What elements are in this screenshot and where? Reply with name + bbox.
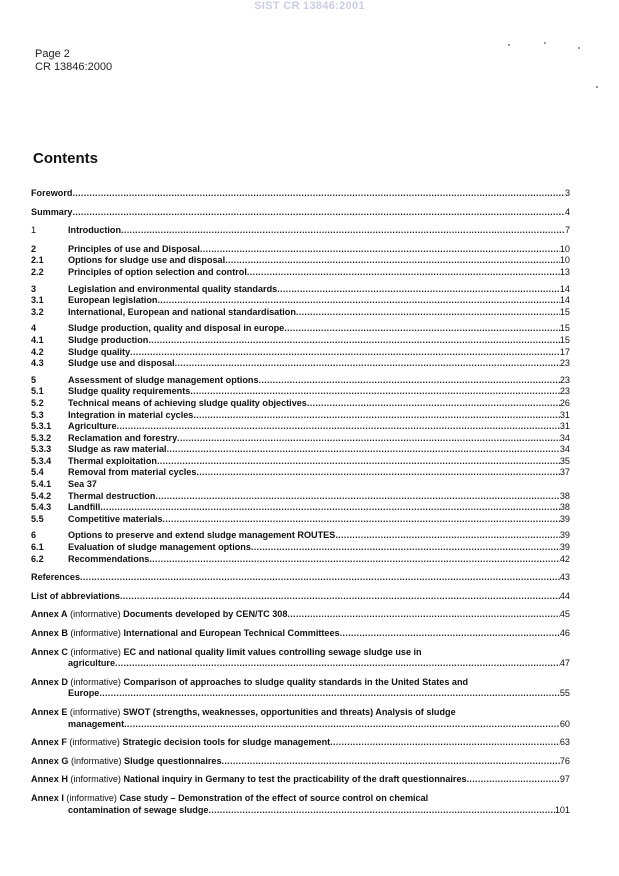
toc-entry-text: Thermal destruction <box>68 490 156 501</box>
document-id: CR 13846:2000 <box>35 61 113 73</box>
toc-entry-page: 17 <box>559 346 570 357</box>
toc-entry-page: 39 <box>559 542 570 553</box>
toc-entry-2[interactable] <box>31 244 570 256</box>
toc-entry-text: Options to preserve and extend sludge management ROUTES <box>68 530 336 541</box>
toc-entry-number: 4.1 <box>31 334 44 345</box>
toc-entry-number: 2.1 <box>31 255 44 266</box>
annex-label: Annex F <box>31 737 67 748</box>
annex-label: Annex D <box>31 676 68 687</box>
toc-entry-text: Recommendations <box>68 553 150 564</box>
toc-entry-number: 5.4.3 <box>31 502 52 513</box>
toc-entry-page: 13 <box>559 266 570 277</box>
toc-entry-number: 3.2 <box>31 306 44 317</box>
toc-entry-text: Landfill <box>68 502 101 513</box>
toc-entry-annex-g[interactable] <box>31 756 570 768</box>
toc-entry-page: 45 <box>559 609 570 620</box>
toc-entry-number: 3 <box>31 283 37 294</box>
toc-entry-page: 14 <box>559 295 570 306</box>
toc-entry-annex-c[interactable] <box>31 647 570 659</box>
toc-entry-page: 97 <box>559 774 570 785</box>
toc-entry-page: 37 <box>559 467 570 478</box>
toc-entry-annex-b[interactable] <box>31 628 570 640</box>
toc-entry-annex-i[interactable] <box>31 793 570 805</box>
toc-entry-4-3[interactable] <box>31 358 570 370</box>
toc-entry-1[interactable] <box>31 225 570 237</box>
toc-entry-number: 5.3 <box>31 409 44 420</box>
toc-entry-number: 4 <box>31 323 37 334</box>
toc-entry-page: 23 <box>559 386 570 397</box>
toc-entry-page: 3 <box>564 188 570 198</box>
toc-entry-text: Removal from material cycles <box>68 467 197 478</box>
toc-entry-text: Reclamation and forestry <box>68 432 178 443</box>
toc-entry-6-2[interactable] <box>31 554 570 566</box>
annex-label: Annex A <box>31 609 68 620</box>
toc-entry-page: 101 <box>554 804 570 815</box>
toc-entry-number: 6.2 <box>31 553 44 564</box>
annex-informative: (informative) <box>66 792 117 803</box>
toc-entry-number: 5.3.4 <box>31 455 52 466</box>
toc-entry-5-3-4[interactable] <box>31 456 570 468</box>
toc-entry-text: Case study – Demonstration of the effect of source control on chemical <box>119 792 429 803</box>
toc-entry-number: 2 <box>31 243 37 254</box>
toc-entry-text: International, European and national standardisation <box>68 306 296 317</box>
toc-entry-text: Options for sludge use and disposal <box>68 255 226 266</box>
toc-entry-text: Principles of use and Disposal <box>68 243 200 254</box>
toc-entry-text: International and European Technical Committees <box>123 628 340 638</box>
toc-entry-abbreviations[interactable] <box>31 591 570 603</box>
annex-informative: (informative) <box>69 737 120 748</box>
watermark: SIST CR 13846:2001 <box>254 0 365 12</box>
annex-label: Annex E <box>31 706 68 717</box>
toc-entry-text: Integration in material cycles <box>68 409 194 420</box>
toc-entry-text: Sea 37 <box>68 479 97 490</box>
toc-entry-4-1[interactable] <box>31 335 570 347</box>
toc-entry-annex-e[interactable] <box>31 707 570 719</box>
annex-label: Annex B <box>31 628 68 638</box>
toc-entry-page: 31 <box>559 409 570 420</box>
toc-entry-number: 5.3.1 <box>31 421 52 432</box>
toc-entry-page: 34 <box>559 432 570 443</box>
toc-entry-2-1[interactable] <box>31 255 570 267</box>
toc-entry-text: Principles of option selection and control <box>68 266 247 277</box>
annex-informative: (informative) <box>70 774 121 785</box>
toc-entry-number: 6.1 <box>31 542 44 553</box>
toc-entry-text: List of abbreviations <box>31 590 120 601</box>
toc-entry-page: 26 <box>559 397 570 408</box>
toc-entry-summary[interactable] <box>31 207 570 219</box>
toc-entry-text: Documents developed by CEN/TC 308 <box>123 609 288 620</box>
toc-entry-page: 31 <box>559 421 570 432</box>
toc-entry-text-continued: Europe <box>68 688 100 699</box>
toc-entry-3[interactable] <box>31 284 570 296</box>
toc-entry-text-continued: management <box>68 718 125 729</box>
toc-entry-5-3-3[interactable] <box>31 444 570 456</box>
toc-entry-5[interactable] <box>31 375 570 387</box>
toc-entry-number: 4.3 <box>31 358 44 369</box>
toc-entry-foreword[interactable] <box>31 188 570 200</box>
toc-entry-page: 47 <box>559 658 570 669</box>
toc-entry-annex-i-continued[interactable] <box>31 805 570 817</box>
toc-entry-number: 5.3.3 <box>31 444 52 455</box>
toc-entry-5-2[interactable] <box>31 398 570 410</box>
toc-entry-number: 5 <box>31 374 37 385</box>
toc-entry-page: 15 <box>559 334 570 345</box>
toc-entry-text: Evaluation of sludge management options <box>68 542 251 553</box>
toc-entry-text: Legislation and environmental quality standards <box>68 283 278 294</box>
toc-entry-text: Sludge questionnaires <box>124 755 222 766</box>
annex-label: Annex I <box>31 792 64 803</box>
toc-entry-annex-d[interactable] <box>31 677 570 689</box>
annex-informative: (informative) <box>70 676 121 687</box>
toc-entry-page: 39 <box>559 513 570 524</box>
toc-entry-6[interactable] <box>31 530 570 542</box>
toc-entry-annex-a[interactable] <box>31 609 570 621</box>
toc-entry-number: 4.2 <box>31 346 44 357</box>
toc-entry-text: Agriculture <box>68 421 117 432</box>
toc-entry-text-continued: agriculture <box>68 658 115 669</box>
toc-entry-3-2[interactable] <box>31 307 570 319</box>
toc-entry-4-2[interactable] <box>31 347 570 359</box>
annex-informative: (informative) <box>70 609 121 620</box>
toc-entry-5-3-1[interactable] <box>31 421 570 433</box>
toc-entry-page: 60 <box>559 718 570 729</box>
toc-entry-annex-f[interactable] <box>31 737 570 749</box>
toc-entry-5-3-2[interactable] <box>31 433 570 445</box>
page-title: Contents <box>33 150 98 167</box>
toc-entry-text: Competitive materials <box>68 513 163 524</box>
toc-entry-text: SWOT (strengths, weaknesses, opportunities and threats) Analysis of sludge <box>122 706 456 717</box>
toc-entry-page: 44 <box>559 590 570 601</box>
toc-entry-number: 5.1 <box>31 386 44 397</box>
annex-informative: (informative) <box>70 755 122 766</box>
toc-entry-5-4-3[interactable] <box>31 502 570 514</box>
toc-entry-text: Sludge production <box>68 334 149 345</box>
table-of-contents <box>31 188 570 816</box>
toc-entry-3-1[interactable] <box>31 295 570 307</box>
toc-entry-number: 5.4.1 <box>31 479 52 490</box>
toc-entry-page: 15 <box>559 323 570 334</box>
toc-entry-number: 5.3.2 <box>31 432 52 443</box>
toc-entry-page: 46 <box>559 628 570 638</box>
toc-entry-page: 7 <box>564 225 570 236</box>
annex-informative: (informative) <box>70 646 121 657</box>
toc-entry-4[interactable] <box>31 323 570 335</box>
page-header <box>35 48 112 74</box>
toc-entry-page: 34 <box>559 444 570 455</box>
toc-entry-number: 1 <box>31 225 37 236</box>
toc-entry-annex-c-continued[interactable] <box>31 658 570 670</box>
toc-entry-page: 38 <box>559 490 570 501</box>
toc-entry-2-2[interactable] <box>31 267 570 279</box>
toc-entry-text: Sludge quality requirements <box>68 386 191 397</box>
toc-entry-page: 63 <box>559 737 570 748</box>
toc-entry-annex-e-continued[interactable] <box>31 719 570 731</box>
toc-entry-text: Introduction <box>68 225 122 236</box>
toc-entry-page: 15 <box>559 306 570 317</box>
toc-entry-text: Sludge use and disposal <box>68 358 175 369</box>
toc-entry-number: 5.2 <box>31 397 44 408</box>
toc-entry-5-3[interactable] <box>31 410 570 422</box>
toc-entry-text: Assessment of sludge management options <box>68 374 259 385</box>
toc-entry-page: 23 <box>559 374 570 385</box>
toc-entry-text: National inquiry in Germany to test the practicability of the draft questionnaires <box>123 774 467 785</box>
annex-label: Annex G <box>31 755 69 766</box>
toc-entry-5-5[interactable] <box>31 514 570 526</box>
toc-entry-page: 10 <box>559 255 570 266</box>
toc-entry-page: 76 <box>559 755 570 766</box>
toc-entry-number: 3.1 <box>31 295 44 306</box>
annex-label: Annex H <box>31 774 68 785</box>
toc-entry-annex-d-continued[interactable] <box>31 688 570 700</box>
toc-entry-number: 5.5 <box>31 513 44 524</box>
toc-entry-text: Sludge production, quality and disposal in europe <box>68 323 285 334</box>
toc-entry-page: 55 <box>559 688 570 699</box>
toc-entry-number: 5.4.2 <box>31 490 52 501</box>
toc-entry-page: 23 <box>559 358 570 369</box>
toc-entry-number: 5.4 <box>31 467 44 478</box>
toc-entry-6-1[interactable] <box>31 542 570 554</box>
annex-informative: (informative) <box>69 706 121 717</box>
toc-entry-text: Thermal exploitation <box>68 455 157 466</box>
toc-entry-5-4[interactable] <box>31 467 570 479</box>
toc-entry-5-4-2[interactable] <box>31 491 570 503</box>
toc-entry-page: 35 <box>559 455 570 466</box>
toc-entry-number: 2.2 <box>31 266 44 277</box>
toc-entry-page: 39 <box>559 530 570 541</box>
toc-entry-text: Summary <box>31 206 73 217</box>
toc-entry-text-continued: contamination of sewage sludge <box>68 804 209 815</box>
annex-informative: (informative) <box>70 628 121 638</box>
toc-entry-page: 42 <box>559 553 570 564</box>
toc-entry-text: Strategic decision tools for sludge management <box>122 737 331 748</box>
page-number: Page 2 <box>35 48 70 60</box>
toc-entry-page: 10 <box>559 243 570 254</box>
toc-entry-annex-h[interactable] <box>31 774 570 786</box>
annex-label: Annex C <box>31 646 68 657</box>
toc-entry-page: 43 <box>559 572 570 583</box>
toc-entry-text: European legislation <box>68 295 158 306</box>
toc-entry-5-1[interactable] <box>31 386 570 398</box>
toc-entry-text: Comparison of approaches to sludge quality standards in the United States and <box>123 676 469 687</box>
toc-entry-page: 14 <box>559 283 570 294</box>
toc-entry-text: References <box>31 572 81 583</box>
toc-entry-text: Sludge quality <box>68 346 131 357</box>
toc-entry-page: 38 <box>559 502 570 513</box>
toc-entry-text: EC and national quality limit values controlling sewage sludge use in <box>123 646 422 657</box>
toc-entry-text: Technical means of achieving sludge quality objectives <box>68 397 307 408</box>
toc-entry-number: 6 <box>31 530 37 541</box>
toc-entry-5-4-1[interactable] <box>31 479 570 491</box>
toc-entry-text: Sludge as raw material <box>68 444 167 455</box>
toc-entry-text: Foreword <box>31 188 73 198</box>
toc-entry-page: 4 <box>564 206 570 217</box>
toc-entry-references[interactable] <box>31 572 570 584</box>
